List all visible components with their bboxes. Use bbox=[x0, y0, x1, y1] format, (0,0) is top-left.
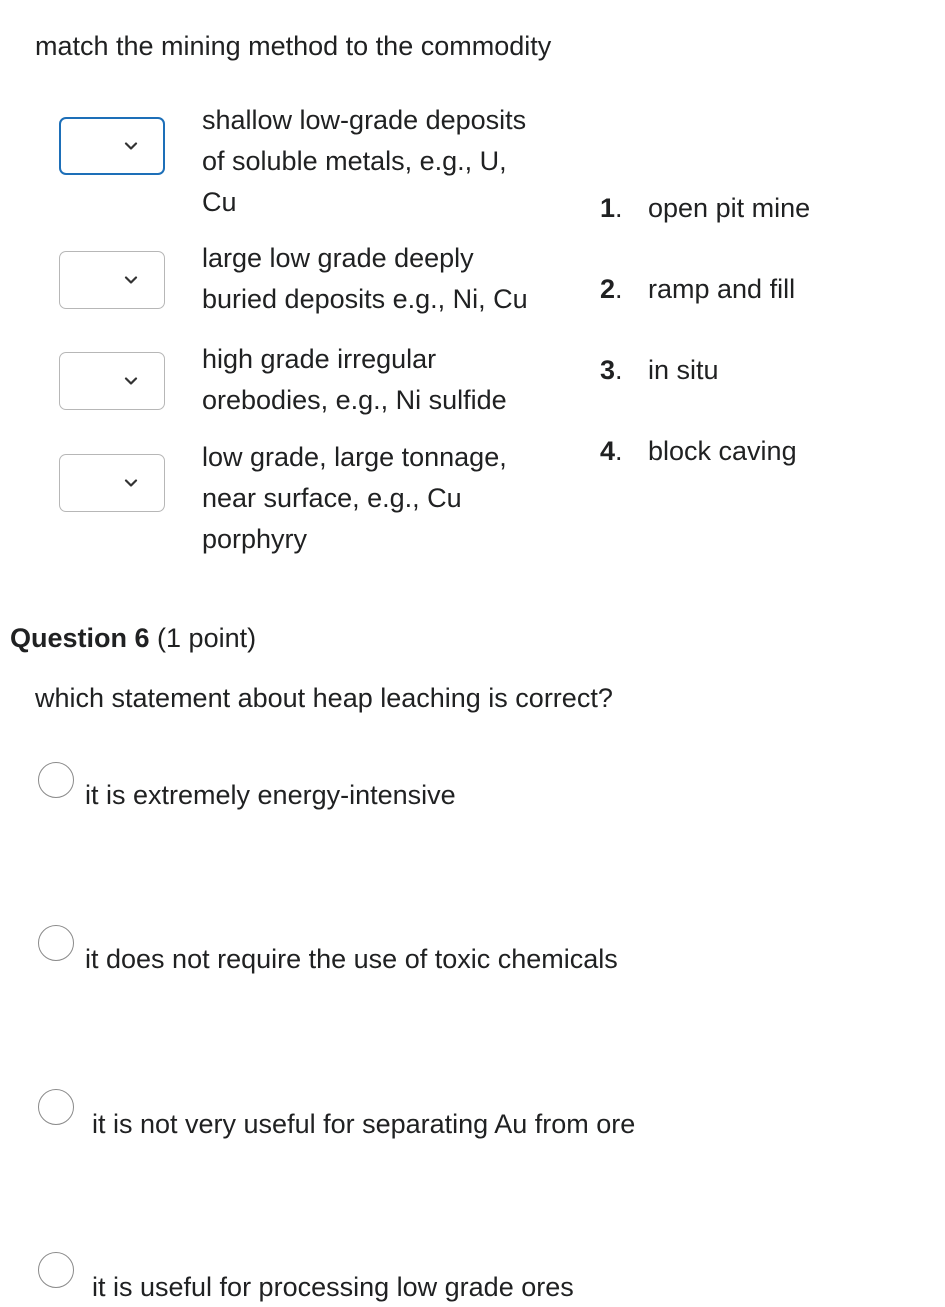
matching-item-text: high grade irregular orebodies, e.g., Ni sulfide bbox=[202, 344, 507, 415]
chevron-down-icon bbox=[124, 273, 138, 287]
choice-number: 3. bbox=[600, 355, 623, 385]
choice-label: in situ bbox=[648, 355, 719, 385]
choice-label: ramp and fill bbox=[648, 274, 796, 304]
question-points: (1 point) bbox=[157, 623, 257, 653]
choice-number: 2. bbox=[600, 274, 623, 304]
radio-button[interactable] bbox=[38, 762, 74, 798]
question-header bbox=[10, 620, 256, 656]
matching-select-4[interactable] bbox=[59, 454, 165, 512]
chevron-down-icon bbox=[124, 139, 138, 153]
question-title: Question 6 bbox=[10, 623, 150, 653]
choice-item bbox=[600, 190, 810, 226]
choice-item bbox=[600, 271, 795, 307]
matching-select-1[interactable] bbox=[59, 117, 165, 175]
chevron-down-icon bbox=[124, 476, 138, 490]
matching-item-text: low grade, large tonnage, near surface, e.g., Cu porphyry bbox=[202, 442, 507, 554]
chevron-down-icon bbox=[124, 374, 138, 388]
matching-prompt: match the mining method to the commodity bbox=[35, 31, 552, 61]
choice-item bbox=[600, 433, 797, 469]
radio-button[interactable] bbox=[38, 1252, 74, 1288]
choice-label: block caving bbox=[648, 436, 797, 466]
option-label[interactable]: it is extremely energy-intensive bbox=[85, 780, 456, 810]
matching-item-text: shallow low-grade deposits of soluble metals, e.g., U, Cu bbox=[202, 105, 527, 217]
choice-item bbox=[600, 352, 719, 388]
matching-select-2[interactable] bbox=[59, 251, 165, 309]
radio-button[interactable] bbox=[38, 1089, 74, 1125]
option-label[interactable]: it is useful for processing low grade ores bbox=[92, 1272, 574, 1302]
matching-select-3[interactable] bbox=[59, 352, 165, 410]
choice-label: open pit mine bbox=[648, 193, 811, 223]
choice-number: 4. bbox=[600, 436, 623, 466]
radio-button[interactable] bbox=[38, 925, 74, 961]
option-label[interactable]: it does not require the use of toxic chemicals bbox=[85, 944, 618, 974]
question-prompt: which statement about heap leaching is correct? bbox=[35, 683, 613, 713]
option-label[interactable]: it is not very useful for separating Au from ore bbox=[92, 1109, 636, 1139]
choice-number: 1. bbox=[600, 193, 623, 223]
matching-item-text: large low grade deeply buried deposits e.g., Ni, Cu bbox=[202, 243, 528, 314]
